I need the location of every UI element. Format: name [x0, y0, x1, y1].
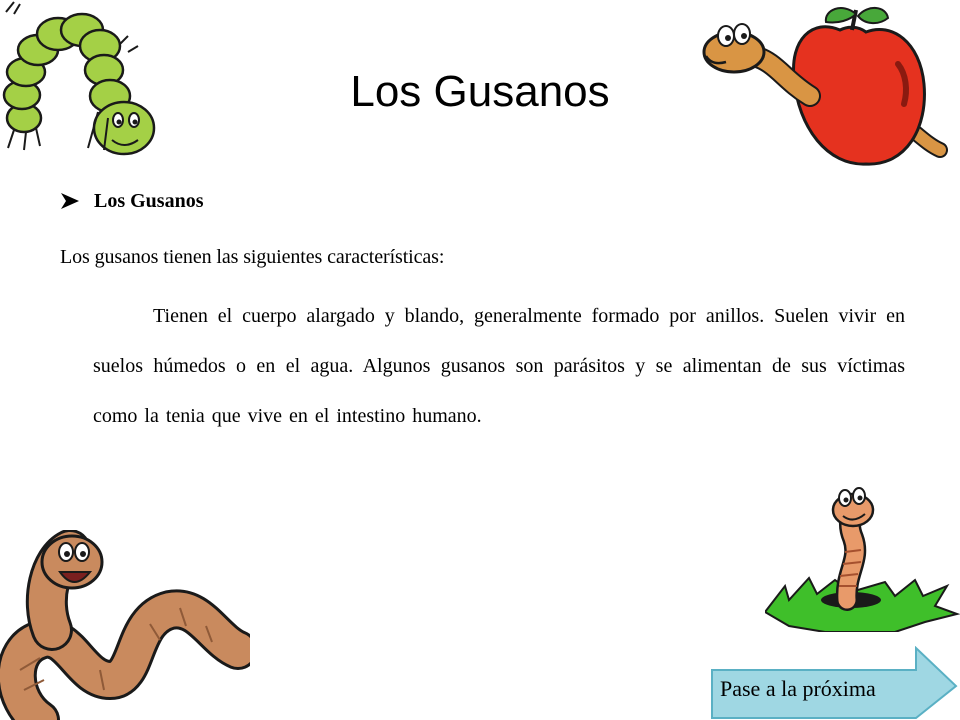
bullet-heading-text: Los Gusanos: [94, 190, 204, 212]
body-paragraph: Tienen el cuerpo alargado y blando, generalmente formado por anillos. Suelen vivir en suelos húmedos o en el agua. Algunos gusanos son parásitos y se alimentan de sus víctimas como la tenia que vive en el intestino humano.: [93, 305, 905, 427]
intro-text: Los gusanos tienen las siguientes características:: [60, 246, 445, 268]
bullet-heading: [60, 186, 204, 216]
next-slide-label: Pase a la próxima: [720, 676, 876, 701]
arrow-bullet-icon: [60, 192, 80, 210]
worm-in-grass-illustration: [765, 482, 960, 632]
slide-title: Los Gusanos: [350, 67, 610, 116]
earthworm-illustration: [0, 530, 250, 720]
next-slide-button[interactable]: [710, 646, 958, 720]
